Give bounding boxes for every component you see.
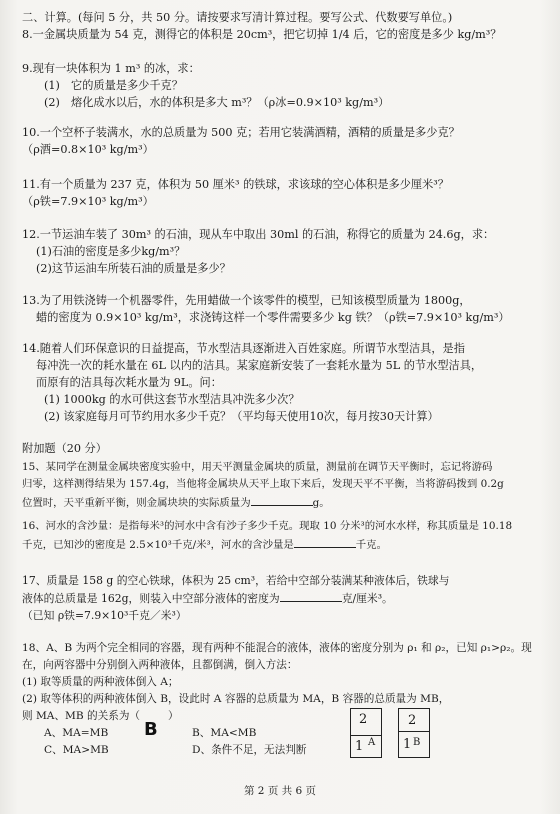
answer-blank-15[interactable] [251,493,313,506]
handwritten-answer: B [144,719,158,740]
question-10: 10.一个空杯子装满水，水的总质量为 500 克；若用它装满酒精，酒精的质量是多少克？ （ρ酒=0.8×10³ kg/m³） [22,126,460,156]
bonus-header: 附加题（20 分） [22,442,107,455]
answer-blank-17[interactable] [280,589,342,602]
bonus-section [22,440,542,457]
question-12: 12.一节运油车装了 30m³ 的石油，现从车中取出 30ml 的石油，称得它的质量为 24.6g，求： (1)石油的密度是多少kg/m³？ (2)这节运油车所装石油的质量是多少？ [22,228,495,275]
container-a-top-label: 2 [359,712,368,727]
question-16: 16、河水的含沙量：是指每米³的河水中含有沙子多少千克。现取 10 分米³的河水水样，称其质量是 10.18 千克，已知沙的密度是 2.5×10³千克/米³，河水的含沙量是 千克。 [22,520,513,551]
option-c: C、MA>MB [44,744,109,756]
section-header: 二、计算。(每问 5 分，共 50 分。请按要求写清计算过程。要写公式、代数要写单位。) [22,11,453,24]
question-9: 9.现有一块体积为 1 m³ 的冰，求： (1) 它的质量是多少千克？ (2) 熔化成水以后，水的体积是多大 m³？（ρ冰=0.9×10³ kg/m³） [22,62,390,109]
container-a-label: A [368,737,376,748]
container-b-top-label: 2 [408,713,417,728]
container-b-bottom-label: 1 [403,737,412,752]
question-8: 8.一金属块质量为 54 克，测得它的体积是 20cm³，把它切掉 1/4 后，它的密度是多少 kg/m³？ [22,28,502,41]
option-a: A、MA=MB [44,727,109,739]
question-14: 14.随着人们环保意识的日益提高，节水型洁具逐渐进入百姓家庭。所谓节水型洁具，是指 每冲洗一次的耗水量在 6L 以内的洁具。某家庭新安装了一套耗水量为 5L 的节水型洁具， 而原有的洁具每次耗水量为 9L。问： (1) 1000kg 的水可供这套节水型洁具冲洗多少次？ (2) 该家庭每月可节约用水多少千克？（平均每天使用10次，每月按30天计算） [22,342,483,423]
question-17: 17、质量是 158 g 的空心铁球，体积为 25 cm³，若给中空部分装满某种液体后，铁球与 液体的总质量是 162g，则装入中空部分液体的密度为 克/厘米³。 （已知 ρ铁=7.9×10³千克／米³） [22,574,450,622]
container-b [398,708,430,758]
question-13: 13.为了用铁浇铸一个机器零件，先用蜡做一个该零件的模型，已知该模型质量为 1800g， 蜡的密度为 0.9×10³ kg/m³，求浇铸这样一个零件需要多少 kg 铁？（ρ铁=7.9×10³ kg/m³） [22,294,510,324]
answer-blank-16[interactable] [294,535,356,548]
question-15: 15、某同学在测量金属块密度实验中，用天平测量金属块的质量，测量前在调节天平衡时，忘记将游码 归零，这样测得结果为 157.4g，当他将金属块从天平上取下来后，发现天平不平衡，当将游码拨到 0.2g 位置时，天平重新平衡，则金属块块的实际质量为 g。 [22,461,504,509]
question-18: 18、A、B 为两个完全相同的容器，现有两种不能混合的液体，液体的密度分别为 ρ₁ 和 ρ₂，已知 ρ₁>ρ₂。现 在，向两容器中分别倒入两种液体，且都倒满，倒入方法： (1) 取等质量的两种液体倒入 A； (2) 取等体积的两种液体倒入 B，设此时 A 容器的总质量为 MA，B 容器的总质量为 MB， 则 MA、MB 的关系为（ ） A、MA=MB B、MA<MB C、MA>MB D、条件不足，无法判断 [22,640,542,759]
container-b-label: B [413,737,421,748]
option-d: D、条件不足，无法判断 [192,744,307,756]
calc-section [22,9,542,43]
page-footer: 第 2 页 共 6 页 [243,785,317,797]
container-a-bottom-label: 1 [355,739,364,754]
container-a [350,708,382,758]
question-11: 11.有一个质量为 237 克，体积为 50 厘米³ 的铁球，求该球的空心体积是多少厘米³？ （ρ铁=7.9×10³ kg/m³） [22,178,449,208]
option-b: B、MA<MB [192,727,257,739]
